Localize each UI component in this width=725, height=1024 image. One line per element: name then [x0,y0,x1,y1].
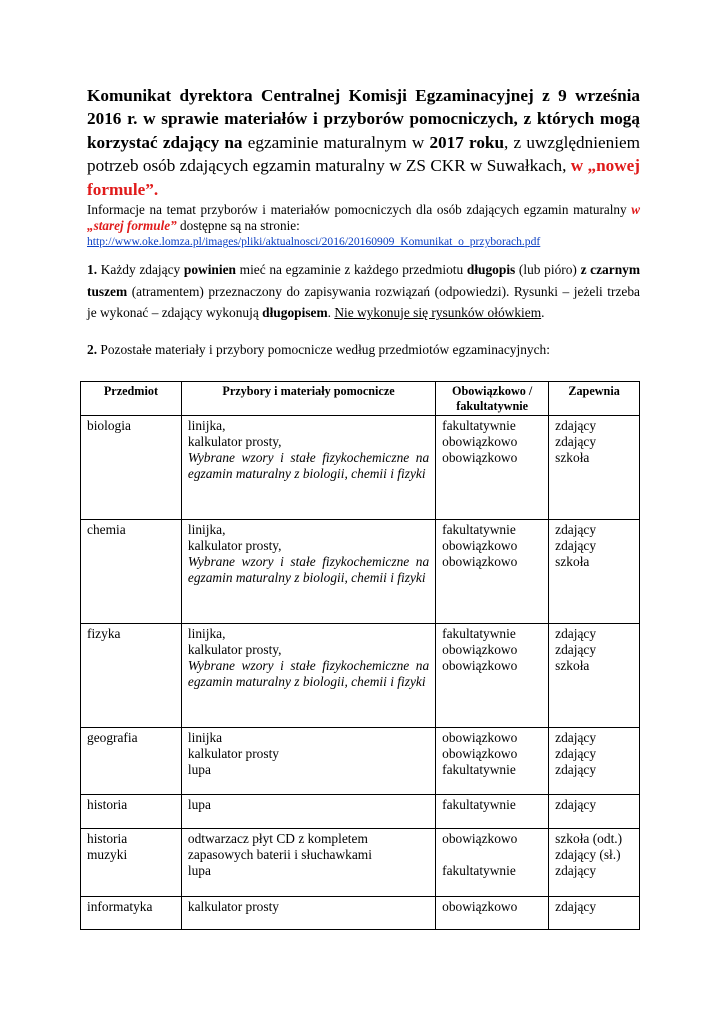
title-bold-part: Komunikat dyrektora Centralnej Komisji Egzaminacyjnej z 9 września 2016 r. w sprawie materiałów i przyborów pomocniczych, z których mogą korzystać zdający na [87,86,640,152]
material-item: kalkulator prosty, [187,641,282,657]
provider-value: szkoła [555,553,590,569]
point-1-underlined: Nie wykonuje się rysunków ołówkiem [334,305,542,321]
mode-value: fakultatywnie [442,418,516,434]
provider-value: zdający (sł.) [555,846,621,862]
header-provider: Zapewnia [549,382,640,416]
title-year: 2017 roku [429,132,505,152]
materials-cell [181,416,435,520]
provider-value: zdający [555,537,597,553]
point-1-text: . [541,305,545,321]
mode-value: obowiązkowo [442,641,518,657]
info-red-text: w „starej formule” [87,202,640,234]
provider-value: szkoła (odt.) [555,831,623,847]
provider-value: zdający [555,745,597,761]
subject-cell [81,416,182,520]
provider-cell [549,829,640,897]
point-1-bold: powinien [183,262,236,278]
subject-name: geografia [87,730,138,746]
provider-value: zdający [555,797,597,813]
mode-value: obowiązkowo [442,745,518,761]
table-row [81,520,640,624]
subject-cell [81,897,182,930]
mode-value: fakultatywnie [442,797,516,813]
info-after: dostępne są na stronie: [176,218,300,234]
mode-cell [436,897,549,930]
title-normal-part-2: , z uwzględnieniem potrzeb osób zdających egzamin maturalny w ZS CKR w Suwałkach, [87,132,640,176]
mode-value: obowiązkowo [442,449,518,465]
subject-name: informatyka [87,899,153,915]
table-row [81,728,640,795]
materials-cell [181,520,435,624]
announcement-title [87,84,640,201]
mode-value [442,847,542,863]
material-item: lupa [187,797,211,813]
subject-name: muzyki [87,846,128,862]
mode-cell [436,795,549,829]
mode-value: fakultatywnie [442,862,516,878]
subject-cell [81,624,182,728]
point-1-bold: długopisem [262,305,328,321]
subject-name: historia [87,797,128,813]
point-1-text: (atramentem) przeznaczony do zapisywania rozwiązań (odpowiedzi). Rysunki – jeżeli trzeba je wykonać – zdający wykonują [87,283,640,321]
materials-table [80,381,640,930]
info-text: Informacje na temat przyborów i materiałów pomocniczych dla osób zdających egzamin maturalny [87,202,632,218]
mode-cell [436,728,549,795]
material-item: lupa [187,761,211,777]
provider-value: zdający [555,862,597,878]
material-item: kalkulator prosty [187,745,280,761]
provider-cell [549,795,640,829]
table-row [81,624,640,728]
materials-cell [181,829,435,897]
materials-cell [181,795,435,829]
subject-cell [81,728,182,795]
mode-value: obowiązkowo [442,657,518,673]
mode-value: fakultatywnie [442,522,516,538]
provider-cell [549,728,640,795]
material-item: linijka, [187,626,226,642]
point-1-text: . [327,305,335,321]
point-1-bold: długopis [466,262,516,278]
point-2-number: 2. [87,341,98,357]
provider-value: szkoła [555,657,590,673]
mode-value: fakultatywnie [442,626,516,642]
subject-cell [81,795,182,829]
header-mode: Obowiązkowo / fakultatywnie [436,382,549,416]
mode-value: obowiązkowo [442,831,518,847]
provider-value: zdający [555,641,597,657]
material-item: kalkulator prosty, [187,537,282,553]
table-body [81,416,640,930]
point-1-text: (lub pióro) [515,262,581,278]
subject-name: fizyka [87,626,121,642]
provider-value: zdający [555,433,597,449]
material-item: linijka, [187,522,226,538]
subject-cell [81,829,182,897]
material-item: odtwarzacz płyt CD z kompletem [187,831,368,847]
formula-booklet: Wybrane wzory i stałe fizykochemiczne na egzamin maturalny z biologii, chemii i fizyki [187,449,430,481]
subject-cell [81,520,182,624]
table-row [81,416,640,520]
formula-booklet: Wybrane wzory i stałe fizykochemiczne na egzamin maturalny z biologii, chemii i fizyki [187,657,430,689]
title-red-part: w „nowej formule”. [87,156,640,199]
provider-value: zdający [555,522,597,538]
provider-value: zdający [555,626,597,642]
pdf-link[interactable]: http://www.oke.lomza.pl/images/pliki/aktualnosci/2016/20160909_Komunikat_o_przyborach.pdf [87,235,541,249]
header-materials: Przybory i materiały pomocnicze [181,382,435,416]
mode-value: fakultatywnie [442,761,516,777]
material-item: linijka [187,730,223,746]
provider-value: zdający [555,761,597,777]
subject-name: historia [87,831,128,847]
material-item: zapasowych baterii i słuchawkami [187,846,372,862]
materials-cell [181,897,435,930]
material-item: lupa [187,862,211,878]
point-1-text: Każdy zdający [97,262,184,278]
mode-value: obowiązkowo [442,433,518,449]
provider-value: zdający [555,899,597,915]
title-normal-part: egzaminie maturalnym w [242,132,430,152]
formula-booklet: Wybrane wzory i stałe fizykochemiczne na egzamin maturalny z biologii, chemii i fizyki [187,553,430,585]
mode-cell [436,520,549,624]
info-paragraph [87,202,640,250]
subject-name: biologia [87,418,131,434]
point-2-text: Pozostałe materiały i przybory pomocnicze według przedmiotów egzaminacyjnych: [97,341,550,357]
provider-cell [549,897,640,930]
subject-name: chemia [87,522,126,538]
provider-value: zdający [555,418,597,434]
provider-value: zdający [555,730,597,746]
material-item: kalkulator prosty, [187,433,282,449]
table-header-row [81,382,640,416]
mode-cell [436,829,549,897]
point-1-text: mieć na egzaminie z każdego przedmiotu [235,262,467,278]
mode-value: obowiązkowo [442,553,518,569]
provider-cell [549,624,640,728]
point-1-number: 1. [87,262,98,278]
mode-cell [436,416,549,520]
table-row [81,795,640,829]
table-row [81,829,640,897]
table-row [81,897,640,930]
point-1-bold: z czarnym tuszem [87,262,640,299]
mode-value: obowiązkowo [442,730,518,746]
mode-cell [436,624,549,728]
point-1-paragraph [87,259,640,323]
material-item: kalkulator prosty [187,899,280,915]
provider-value: szkoła [555,449,590,465]
materials-cell [181,728,435,795]
header-subject: Przedmiot [81,382,182,416]
material-item: linijka, [187,418,226,434]
materials-cell [181,624,435,728]
point-2-paragraph [87,341,640,359]
provider-cell [549,520,640,624]
provider-cell [549,416,640,520]
mode-value: obowiązkowo [442,537,518,553]
mode-value: obowiązkowo [442,899,518,915]
document-page [87,84,640,359]
